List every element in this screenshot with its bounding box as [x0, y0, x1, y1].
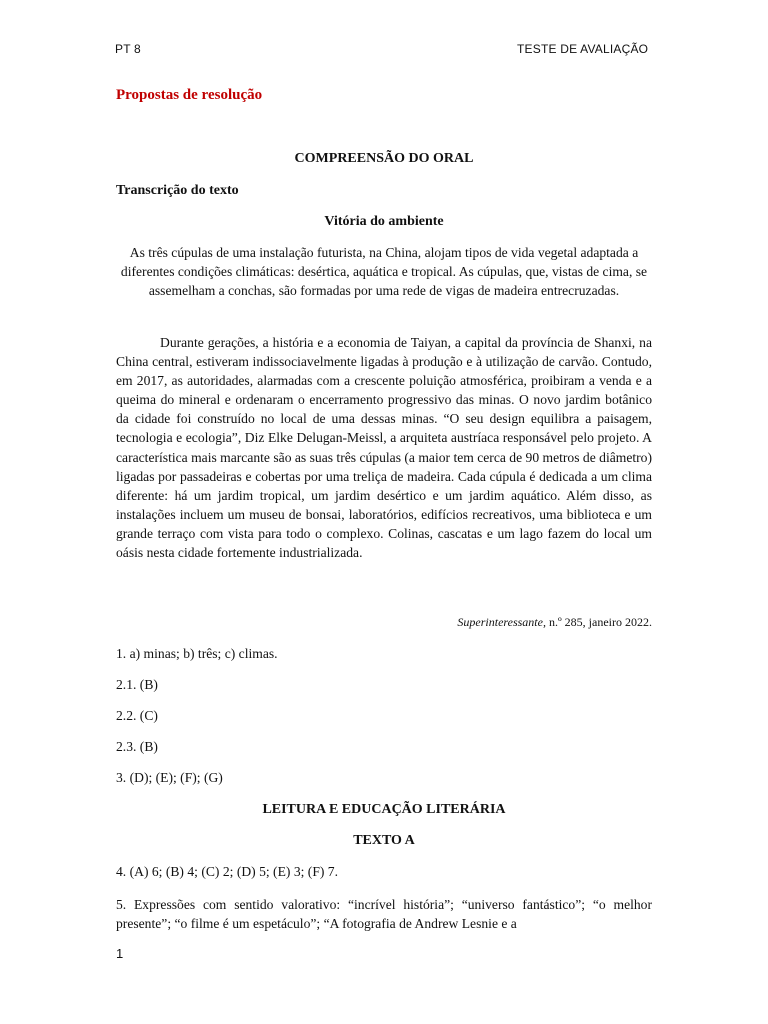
answer-1: 1. a) minas; b) três; c) climas.	[116, 646, 278, 661]
page-number: 1	[116, 946, 124, 961]
answer-4: 4. (A) 6; (B) 4; (C) 2; (D) 5; (E) 3; (F) 7.	[116, 864, 338, 879]
source-details: n.º 285, janeiro 2022.	[545, 615, 652, 629]
intro-paragraph: As três cúpulas de uma instalação futurista, na China, alojam tipos de vida vegetal adaptada a diferentes condições climáticas: desértica, aquática e tropical. As cúpulas, que, vistas de cima, se assemelham a conchas, são formadas por uma rede de vigas de madeira entrecruzadas.	[120, 245, 648, 299]
body-paragraph: Durante gerações, a história e a economia de Taiyan, a capital da província de Shanxi, na China central, estiveram indissociavelmente ligadas à produção e à utilização de carvão. Contudo, em 2017, as autoridades, alarmadas com a crescente poluição atmosférica, proibiram a venda e a queima do mineral e ordenaram o encerramento progressivo das minas. O novo jardim botânico da cidade foi construído no local de uma dessas minas. “O seu design equilibra a paisagem, tecnologia e ecologia”, Diz Elke Delugan-Meissl, a arquiteta austríaca responsável pelo projeto. A característica mais marcante são as suas três cúpulas (a maior tem cerca de 90 metros de diâmetro) ligadas por passadeiras e cobertas por uma treliça de madeira. Cada cúpula é dedicada a um clima diferente: há um jardim tropical, um jardim desértico e um jardim aquático. Além disso, as instalações incluem um museu de bonsai, laboratórios, edifícios recreativos, uma biblioteca e um grande terraço com vista para todo o complexo. Colinas, cascatas e um lago fazem do local um oásis nesta cidade fortemente industrializada.	[116, 335, 652, 561]
header-left: PT 8	[115, 42, 141, 56]
transcription-label: Transcrição do texto	[116, 183, 239, 198]
answer-2-1: 2.1. (B)	[116, 677, 158, 692]
source-publication: Superinteressante,	[457, 615, 546, 629]
text-title: Vitória do ambiente	[324, 214, 444, 229]
text-a-title: TEXTO A	[353, 833, 415, 848]
answer-2-3: 2.3. (B)	[116, 739, 158, 754]
proposals-title: Propostas de resolução	[116, 87, 263, 103]
answer-3: 3. (D); (E); (F); (G)	[116, 770, 223, 785]
section-oral-heading: COMPREENSÃO DO ORAL	[294, 151, 474, 166]
answer-2-2: 2.2. (C)	[116, 708, 158, 723]
header-right: TESTE DE AVALIAÇÃO	[517, 42, 649, 56]
answer-5: 5. Expressões com sentido valorativo: “incrível história”; “universo fantástico”; “o melhor presente”; “o filme é um espetáculo”; “A fotografia de Andrew Lesnie e a	[116, 897, 652, 932]
section-reading-heading: LEITURA E EDUCAÇÃO LITERÁRIA	[262, 802, 506, 817]
source-citation	[116, 615, 652, 630]
